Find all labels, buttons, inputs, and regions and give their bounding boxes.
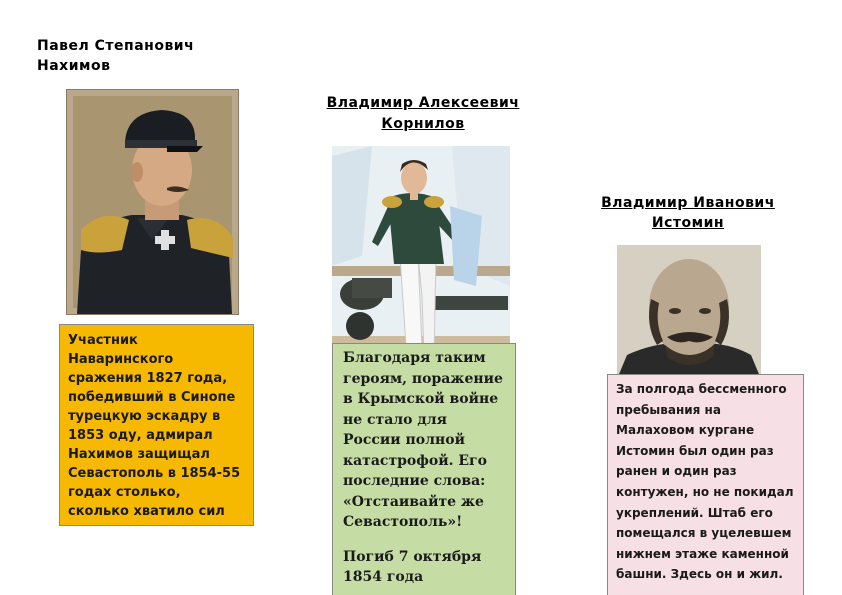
portrait-bald-man-icon bbox=[617, 245, 761, 379]
nakhimov-info-box bbox=[59, 324, 254, 526]
portrait-officer-on-deck-icon bbox=[332, 146, 510, 372]
istomin-name-line2: Истомин bbox=[651, 215, 725, 231]
kornilov-info-box bbox=[332, 343, 516, 595]
kornilov-portrait bbox=[332, 146, 510, 372]
nakhimov-info-text: Участник Наваринского сражения 1827 года, победивший в Синопе турецкую эскадру в 1853 оду, адмирал Нахимов защищал Севастополь в 1854-55 годах столько, сколько хватило сил bbox=[68, 333, 241, 519]
nakhimov-name-line2: Нахимов bbox=[37, 58, 111, 74]
kornilov-info-text: Благодаря таким героям, поражение в Крымской войне не стало для России полной катастрофой. Его последние слова: «Отстаивайте же Севастополь»! bbox=[343, 350, 503, 530]
nakhimov-name-line1: Павел Степанович bbox=[37, 38, 195, 54]
istomin-info-box bbox=[607, 374, 804, 595]
kornilov-name-line1: Владимир Алексеевич bbox=[326, 95, 520, 111]
kornilov-name-line2: Корнилов bbox=[381, 116, 465, 132]
istomin-portrait bbox=[617, 245, 761, 379]
nakhimov-portrait bbox=[66, 89, 239, 315]
istomin-name-line1: Владимир Иванович bbox=[601, 195, 775, 211]
kornilov-death-text: Погиб 7 октября 1854 года bbox=[343, 548, 482, 585]
portrait-admiral-cap-icon bbox=[67, 90, 238, 314]
istomin-info-text: За полгода бессменного пребывания на Малаховом кургане Истомин был один раз ранен и один раз контужен, но не покидал укреплений. Штаб его помещался в уцелевшем нижнем этаже каменной башни. Здесь он и жил. bbox=[616, 382, 794, 582]
